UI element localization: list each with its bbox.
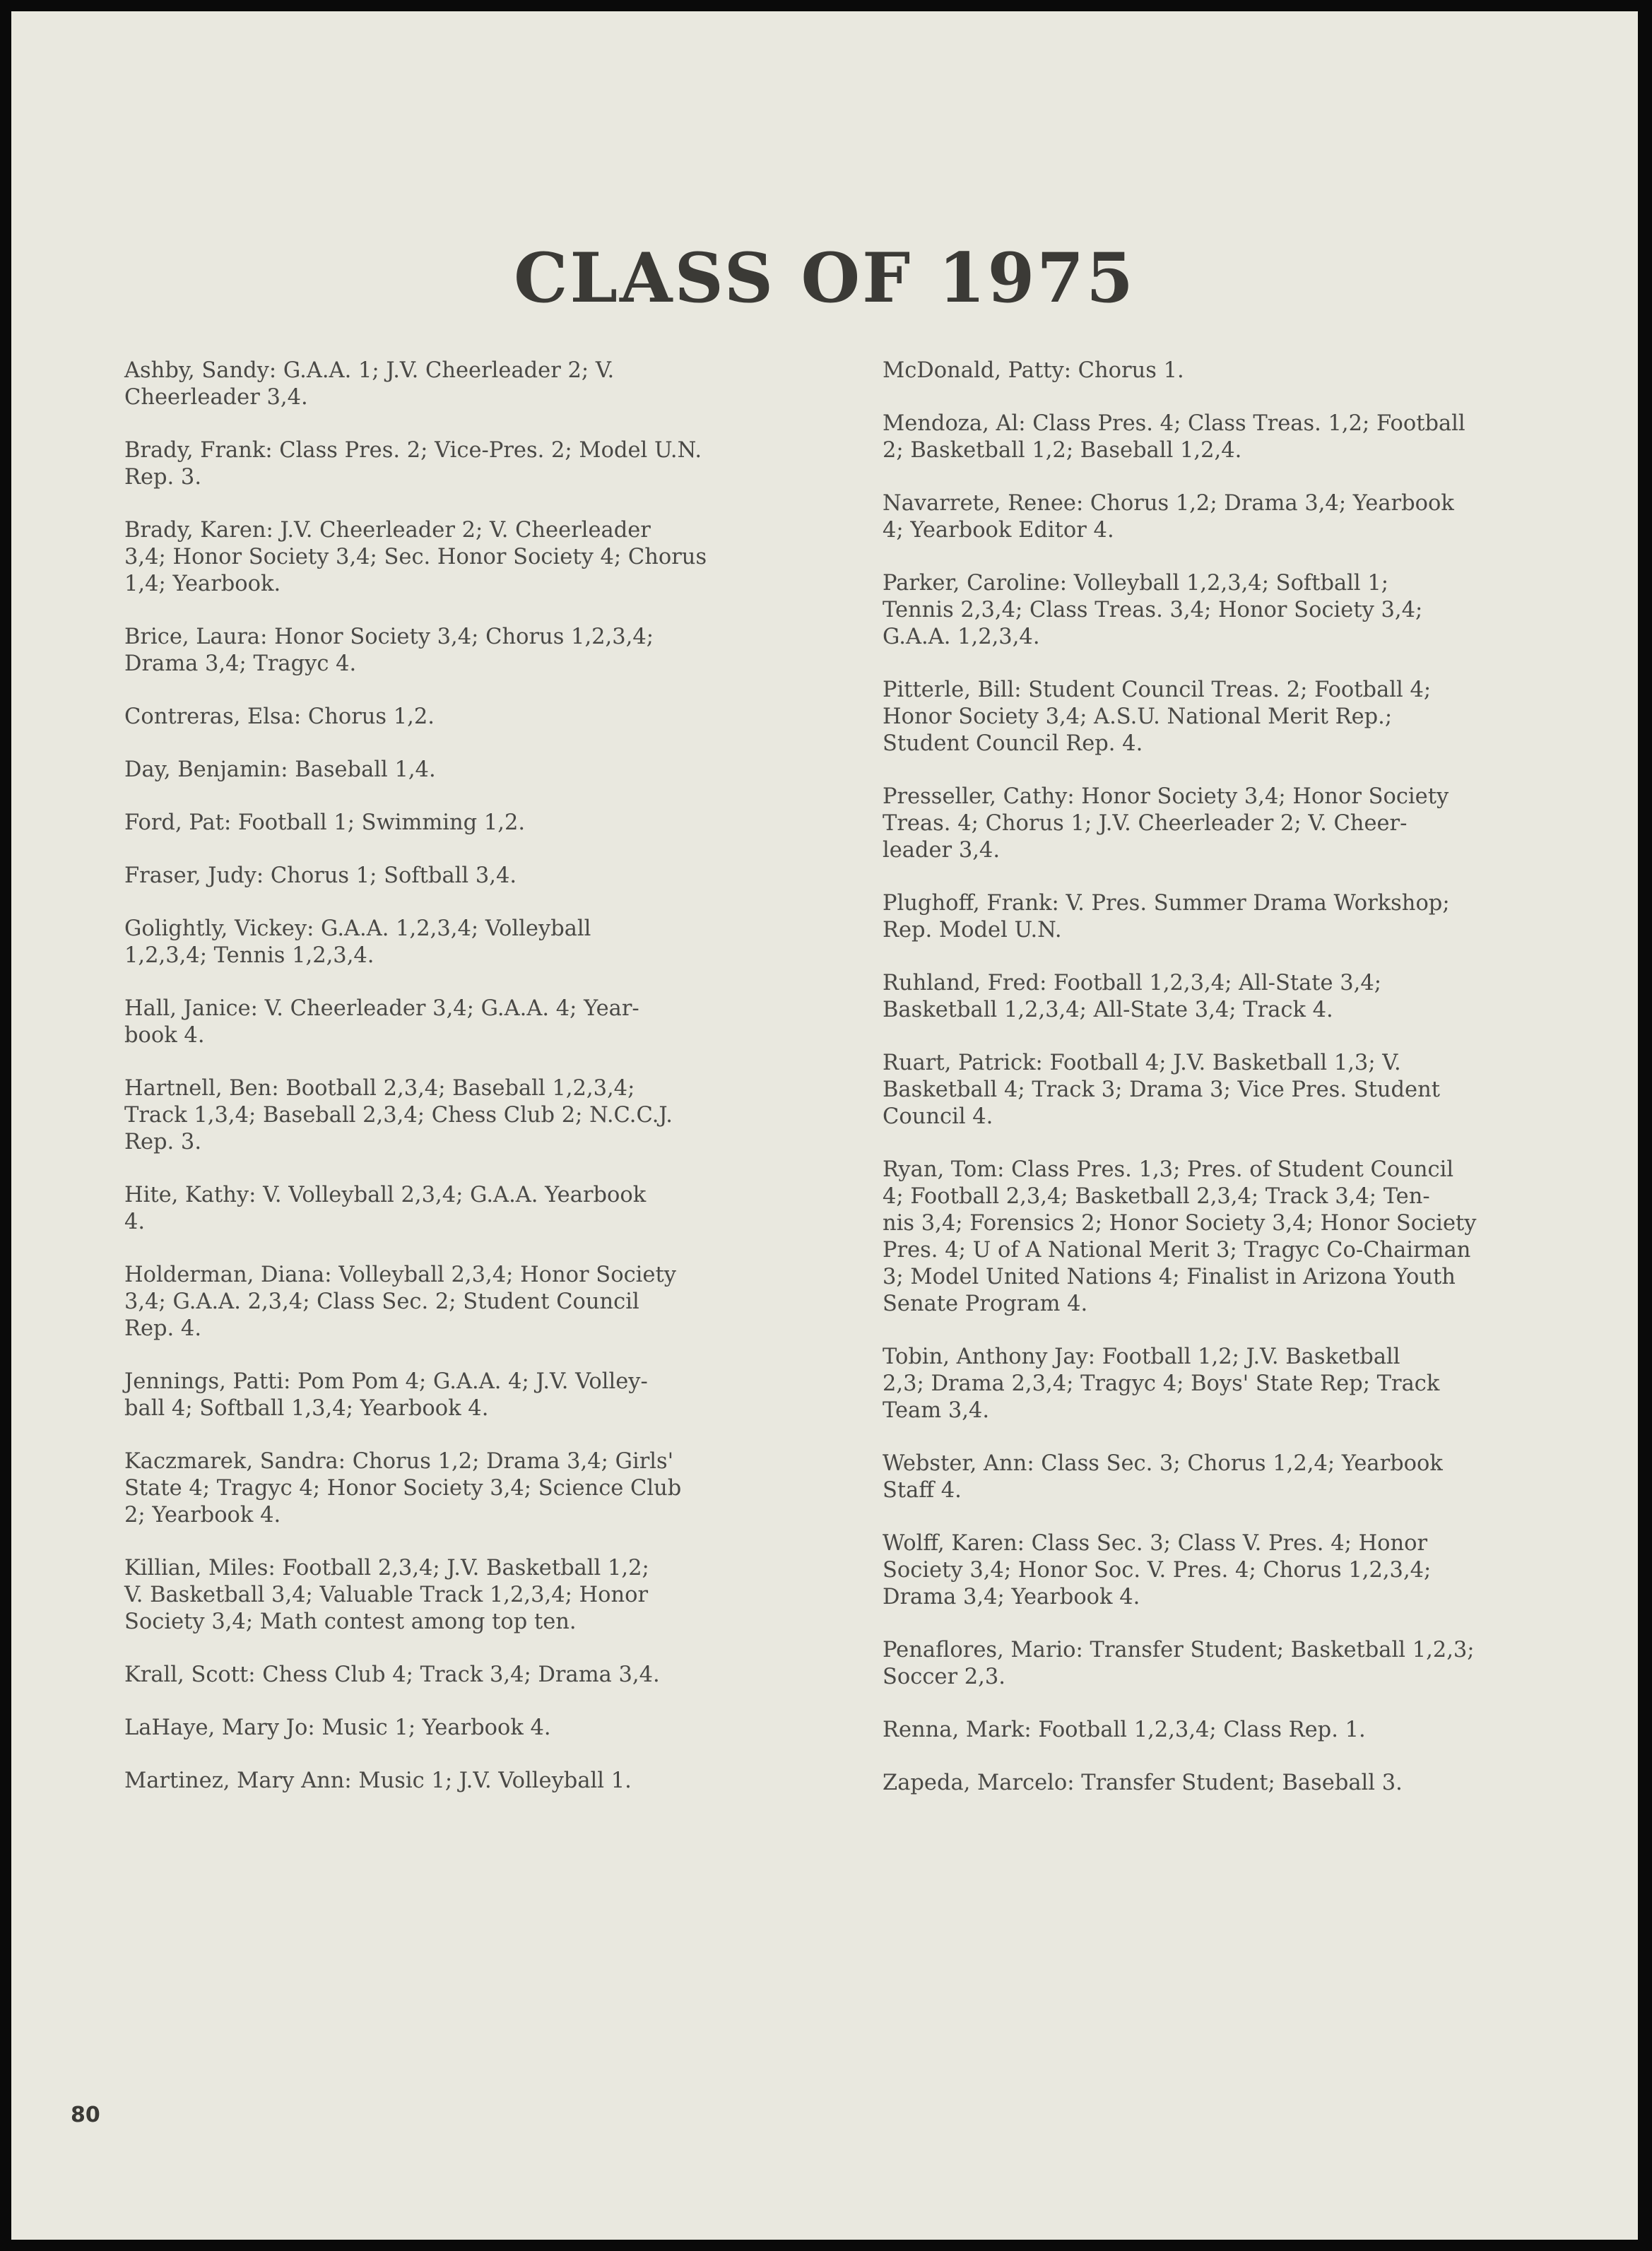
student-entry: Hall, Janice: V. Cheerleader 3,4; G.A.A. 4; Year- book 4. bbox=[124, 996, 639, 1048]
student-entry: Martinez, Mary Ann: Music 1; J.V. Volleyball 1. bbox=[124, 1768, 632, 1793]
student-entry: Renna, Mark: Football 1,2,3,4; Class Rep. 1. bbox=[883, 1718, 1366, 1742]
student-entry: Tobin, Anthony Jay: Football 1,2; J.V. Basketball 2,3; Drama 2,3,4; Tragyc 4; Boys' State Rep; Track Team 3,4. bbox=[883, 1345, 1440, 1423]
student-entry: Ruhland, Fred: Football 1,2,3,4; All-State 3,4; Basketball 1,2,3,4; All-State 3,4; Track 4. bbox=[883, 971, 1382, 1022]
student-entry: Day, Benjamin: Baseball 1,4. bbox=[124, 757, 436, 782]
student-entry: Krall, Scott: Chess Club 4; Track 3,4; Drama 3,4. bbox=[124, 1662, 660, 1687]
student-entry: LaHaye, Mary Jo: Music 1; Yearbook 4. bbox=[124, 1715, 551, 1740]
student-entry: Wolff, Karen: Class Sec. 3; Class V. Pres. 4; Honor Society 3,4; Honor Soc. V. Pres. 4; Chorus 1,2,3,4; Drama 3,4; Yearbook 4. bbox=[883, 1531, 1432, 1609]
left-column bbox=[124, 358, 831, 1821]
student-entry: Parker, Caroline: Volleyball 1,2,3,4; Softball 1; Tennis 2,3,4; Class Treas. 3,4; Honor Society 3,4; G.A.A. 1,2,3,4. bbox=[883, 571, 1423, 649]
yearbook-page bbox=[11, 11, 1638, 2240]
student-entry: Penaflores, Mario: Transfer Student; Basketball 1,2,3; Soccer 2,3. bbox=[883, 1638, 1475, 1689]
student-entry: Presseller, Cathy: Honor Society 3,4; Honor Society Treas. 4; Chorus 1; J.V. Cheerleader 2; V. Cheer- leader 3,4. bbox=[883, 784, 1449, 863]
student-entry: Brady, Frank: Class Pres. 2; Vice-Pres. 2; Model U.N. Rep. 3. bbox=[124, 438, 702, 490]
student-entry: Webster, Ann: Class Sec. 3; Chorus 1,2,4; Yearbook Staff 4. bbox=[883, 1451, 1443, 1503]
student-entry: Zapeda, Marcelo: Transfer Student; Baseball 3. bbox=[883, 1771, 1403, 1795]
student-entry: Hartnell, Ben: Bootball 2,3,4; Baseball 1,2,3,4; Track 1,3,4; Baseball 2,3,4; Chess Club 2; N.C.C.J. Rep. 3. bbox=[124, 1076, 673, 1154]
student-entry: Plughoff, Frank: V. Pres. Summer Drama Workshop; Rep. Model U.N. bbox=[883, 891, 1450, 943]
student-entry: Mendoza, Al: Class Pres. 4; Class Treas. 1,2; Football 2; Basketball 1,2; Baseball 1,2,4. bbox=[883, 411, 1465, 463]
student-entry: Pitterle, Bill: Student Council Treas. 2; Football 4; Honor Society 3,4; A.S.U. National Merit Rep.; Student Council Rep. 4. bbox=[883, 678, 1432, 756]
student-entry: Contreras, Elsa: Chorus 1,2. bbox=[124, 704, 435, 729]
page-number: 80 bbox=[71, 2103, 100, 2127]
student-entry: Brice, Laura: Honor Society 3,4; Chorus 1,2,3,4; Drama 3,4; Tragyc 4. bbox=[124, 625, 654, 676]
student-entry: Hite, Kathy: V. Volleyball 2,3,4; G.A.A. Yearbook 4. bbox=[124, 1183, 647, 1234]
student-entry: McDonald, Patty: Chorus 1. bbox=[883, 358, 1184, 383]
student-entry: Ford, Pat: Football 1; Swimming 1,2. bbox=[124, 810, 526, 835]
page-title: CLASS OF 1975 bbox=[514, 238, 1135, 318]
student-entry: Navarrete, Renee: Chorus 1,2; Drama 3,4; Yearbook 4; Yearbook Editor 4. bbox=[883, 491, 1454, 543]
student-entry: Ashby, Sandy: G.A.A. 1; J.V. Cheerleader 2; V. Cheerleader 3,4. bbox=[124, 358, 615, 410]
student-entry: Jennings, Patti: Pom Pom 4; G.A.A. 4; J.V. Volley- ball 4; Softball 1,3,4; Yearbook 4. bbox=[124, 1369, 648, 1421]
student-entry: Ruart, Patrick: Football 4; J.V. Basketball 1,3; V. Basketball 4; Track 3; Drama 3; Vice Pres. Student Council 4. bbox=[883, 1051, 1440, 1129]
student-entry: Killian, Miles: Football 2,3,4; J.V. Basketball 1,2; V. Basketball 3,4; Valuable Track 1,2,3,4; Honor Society 3,4; Math contest among top ten. bbox=[124, 1556, 649, 1634]
student-entry: Fraser, Judy: Chorus 1; Softball 3,4. bbox=[124, 863, 517, 888]
student-entry: Kaczmarek, Sandra: Chorus 1,2; Drama 3,4; Girls' State 4; Tragyc 4; Honor Society 3,4; Science Club 2; Yearbook 4. bbox=[124, 1449, 682, 1528]
student-entry: Holderman, Diana: Volleyball 2,3,4; Honor Society 3,4; G.A.A. 2,3,4; Class Sec. 2; Student Council Rep. 4. bbox=[124, 1263, 676, 1341]
student-entry: Brady, Karen: J.V. Cheerleader 2; V. Cheerleader 3,4; Honor Society 3,4; Sec. Honor Society 4; Chorus 1,4; Yearbook. bbox=[124, 518, 707, 596]
right-column bbox=[883, 358, 1603, 1823]
student-entry: Ryan, Tom: Class Pres. 1,3; Pres. of Student Council 4; Football 2,3,4; Basketball 2,3,4; Track 3,4; Ten- nis 3,4; Forensics 2; Honor Society 3,4; Honor Society Pres. 4; U of A National Merit 3; Tragyc Co-Chairman 3; Model United Nations 4; Finalist in Arizona Youth Senate Program 4. bbox=[883, 1157, 1477, 1316]
student-entry: Golightly, Vickey: G.A.A. 1,2,3,4; Volleyball 1,2,3,4; Tennis 1,2,3,4. bbox=[124, 916, 591, 968]
